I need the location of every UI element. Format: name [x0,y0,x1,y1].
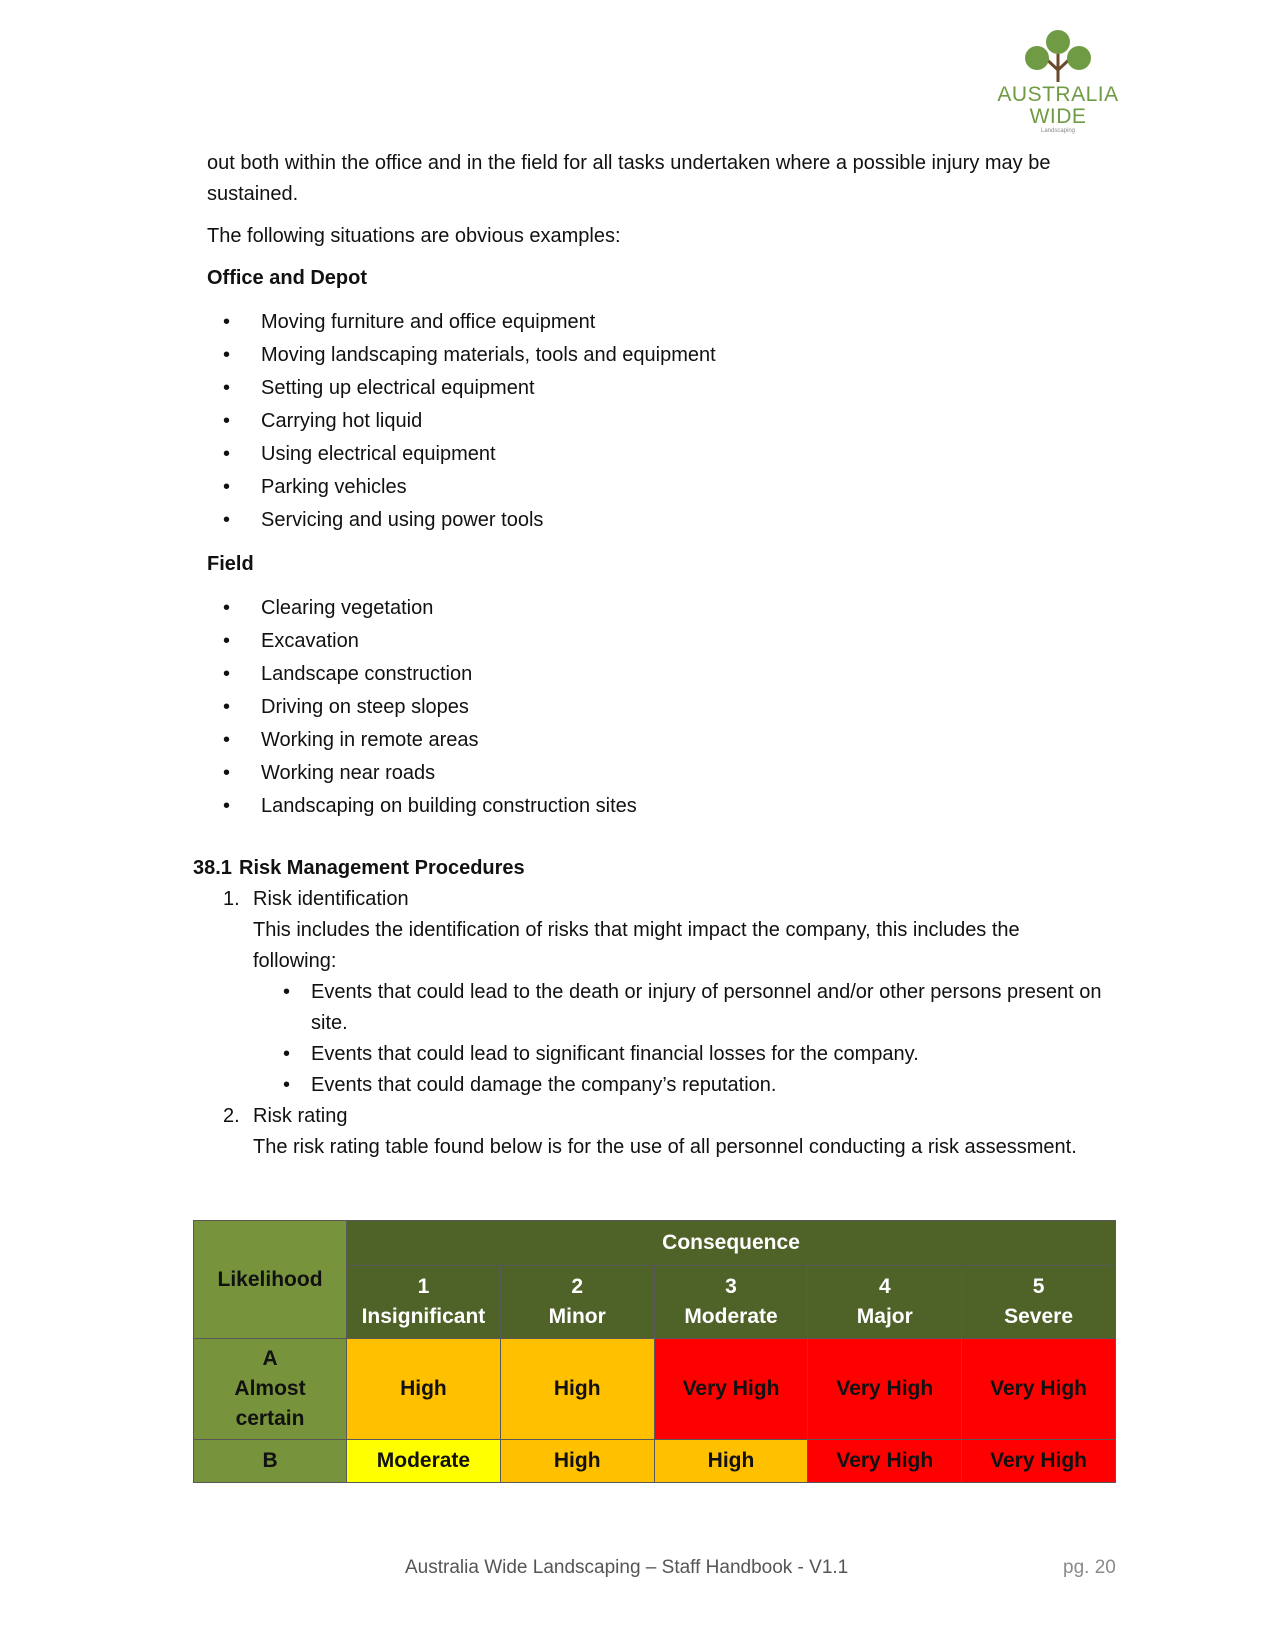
list-item: • Carrying hot liquid [207,405,1107,438]
list-item: • Events that could lead to significant financial losses for the company. [253,1039,1107,1070]
consequence-num: 4 [878,1275,891,1298]
field-heading: Field [207,553,254,575]
consequence-label: Severe [1004,1305,1074,1328]
list-item: • Excavation [207,625,1107,658]
risk-cell: Moderate [347,1440,501,1483]
step-title: Risk identification [253,888,409,910]
consequence-num: 3 [725,1275,737,1298]
consequence-label: Minor [548,1305,606,1328]
consequence-num: 2 [571,1275,584,1298]
section-heading [193,853,1107,884]
consequence-col-2 [500,1266,654,1339]
list-item: • Working in remote areas [207,724,1107,757]
risk-cell: High [500,1440,654,1483]
risk-cell: Very High [654,1339,808,1440]
step-title: Risk rating [253,1105,348,1127]
consequence-label: Moderate [684,1305,778,1328]
list-item: • Moving landscaping materials, tools and equipment [207,339,1107,372]
risk-cell: Very High [808,1339,962,1440]
consequence-col-3 [654,1266,808,1339]
page-number: pg. 20 [1063,1557,1116,1578]
step-risk-rating [207,1101,1107,1163]
likelihood-header: Likelihood [194,1221,347,1339]
field-list [207,592,1107,823]
risk-cell: High [654,1440,808,1483]
risk-cell: High [500,1339,654,1440]
list-item: • Using electrical equipment [207,438,1107,471]
risk-cell: High [347,1339,501,1440]
consequence-col-1 [347,1266,501,1339]
section-title: Risk Management Procedures [239,857,525,879]
step-text: This includes the identification of risks that might impact the company, this includes the following: [253,919,1020,972]
logo-text-landscaping: Landscaping [1040,128,1076,134]
logo-text-australia: AUSTRALIA [997,83,1119,106]
list-item: • Clearing vegetation [207,592,1107,625]
table-row [194,1440,1116,1483]
consequence-num: 5 [1032,1275,1045,1298]
office-depot-list [207,306,1107,537]
footer-title: Australia Wide Landscaping – Staff Handbook - V1.1 [405,1557,849,1578]
consequence-label: Major [856,1305,913,1328]
likelihood-b: B [194,1440,347,1483]
list-item: • Working near roads [207,757,1107,790]
step-text: The risk rating table found below is for the use of all personnel conducting a risk assessment. [253,1136,1077,1158]
risk-rating-table [193,1220,1116,1483]
list-item: • Landscape construction [207,658,1107,691]
consequence-num: 1 [417,1275,430,1298]
list-item: • Moving furniture and office equipment [207,306,1107,339]
consequence-col-5 [962,1266,1116,1339]
logo-text-wide: WIDE [1029,105,1087,128]
company-logo [988,28,1128,135]
step-number: 1. [223,888,240,910]
list-item: • Setting up electrical equipment [207,372,1107,405]
consequence-label: Insignificant [361,1305,486,1328]
step-risk-identification [207,884,1107,1101]
table-row [194,1339,1116,1440]
office-depot-heading: Office and Depot [207,267,368,289]
list-item: • Driving on steep slopes [207,691,1107,724]
likelihood-label: certain [235,1407,305,1430]
likelihood-letter: A [262,1347,278,1370]
intro-continuation: out both within the office and in the field for all tasks undertaken where a possible injury may be sustained. [207,152,1051,205]
list-item: • Landscaping on building construction sites [207,790,1107,823]
procedure-steps [207,884,1107,1163]
risk-cell: Very High [962,1440,1116,1483]
consequence-header: Consequence [347,1221,1116,1266]
list-item: • Events that could lead to the death or injury of personnel and/or other persons present on site. [253,977,1107,1039]
risk-event-list [253,977,1107,1101]
risk-cell: Very High [808,1440,962,1483]
document-body [193,148,1107,1163]
examples-lead: The following situations are obvious examples: [207,225,621,247]
list-item: • Servicing and using power tools [207,504,1107,537]
list-item: • Parking vehicles [207,471,1107,504]
section-number: 38.1 [193,857,232,879]
likelihood-label: Almost [234,1377,306,1400]
step-number: 2. [223,1105,240,1127]
risk-cell: Very High [962,1339,1116,1440]
consequence-col-4 [808,1266,962,1339]
section-risk-management [193,853,1107,1163]
list-item: • Events that could damage the company’s reputation. [253,1070,1107,1101]
tree-logo-icon [1023,28,1093,84]
likelihood-a [194,1339,347,1440]
